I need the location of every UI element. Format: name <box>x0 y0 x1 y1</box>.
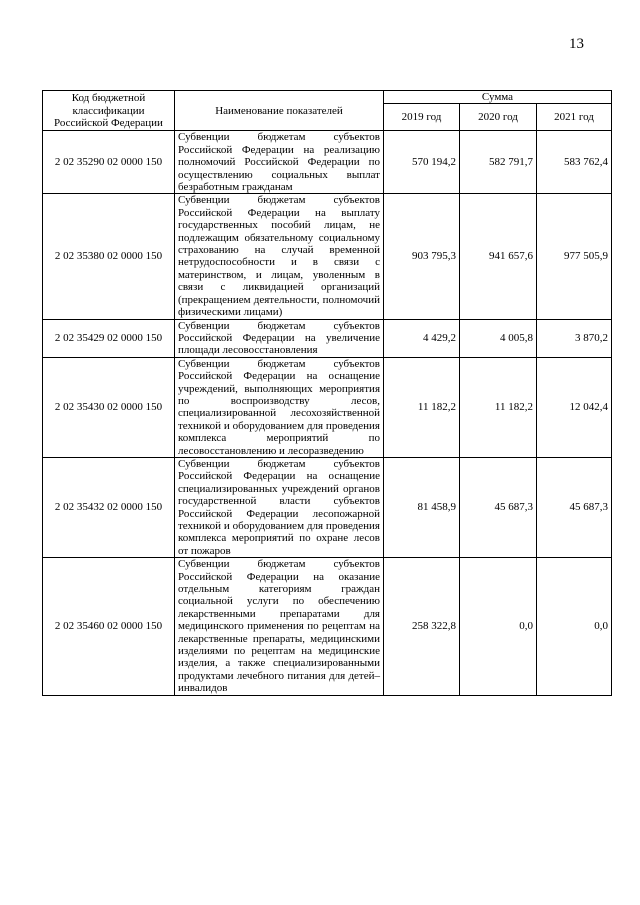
row-value-2021: 12 042,4 <box>537 357 612 457</box>
row-code: 2 02 35429 02 0000 150 <box>43 319 175 357</box>
row-code: 2 02 35432 02 0000 150 <box>43 457 175 557</box>
row-code: 2 02 35460 02 0000 150 <box>43 558 175 695</box>
row-value-2021: 45 687,3 <box>537 457 612 557</box>
row-value-2021: 3 870,2 <box>537 319 612 357</box>
row-name: Субвенции бюджетам субъектов Российской Федерации на оснащение учреждений, выполняющих мероприятия по воспроизводству лесов, специализированной лесохозяйственной техникой и оборудованием для проведения комплекса мероприятий по лесовосстановлению и лесоразведению <box>175 357 384 457</box>
row-code: 2 02 35430 02 0000 150 <box>43 357 175 457</box>
row-value-2019: 258 322,8 <box>384 558 460 695</box>
row-value-2021: 0,0 <box>537 558 612 695</box>
table-row <box>43 194 612 319</box>
row-value-2021: 977 505,9 <box>537 194 612 319</box>
table-row <box>43 131 612 194</box>
row-value-2020: 4 005,8 <box>460 319 537 357</box>
row-value-2019: 4 429,2 <box>384 319 460 357</box>
row-code: 2 02 35380 02 0000 150 <box>43 194 175 319</box>
header-year-2021: 2021 год <box>537 104 612 131</box>
row-value-2020: 582 791,7 <box>460 131 537 194</box>
row-value-2020: 11 182,2 <box>460 357 537 457</box>
row-name: Субвенции бюджетам субъектов Российской Федерации на оказание отдельным категориям граждан социальной услуги по обеспечению лекарственными препаратами для медицинского применения по рецептам на лекарственные препараты, медицинскими изделиями по рецептам на медицинские изделия, а также специализированными продуктами лечебного питания для детей–инвалидов <box>175 558 384 695</box>
table-row <box>43 319 612 357</box>
row-value-2020: 941 657,6 <box>460 194 537 319</box>
row-value-2020: 0,0 <box>460 558 537 695</box>
table-row <box>43 357 612 457</box>
row-name: Субвенции бюджетам субъектов Российской Федерации на увеличение площади лесовосстановления <box>175 319 384 357</box>
header-name: Наименование показателей <box>175 91 384 131</box>
row-value-2019: 903 795,3 <box>384 194 460 319</box>
header-year-2020: 2020 год <box>460 104 537 131</box>
header-code: Код бюджетной классификации Российской Федерации <box>43 91 175 131</box>
row-name: Субвенции бюджетам субъектов Российской Федерации на реализацию полномочий Российской Федерации по осуществлению социальных выплат безработным гражданам <box>175 131 384 194</box>
page-number: 13 <box>569 36 584 52</box>
row-value-2019: 11 182,2 <box>384 357 460 457</box>
budget-table <box>42 90 612 696</box>
header-year-2019: 2019 год <box>384 104 460 131</box>
row-value-2020: 45 687,3 <box>460 457 537 557</box>
row-value-2019: 81 458,9 <box>384 457 460 557</box>
row-name: Субвенции бюджетам субъектов Российской Федерации на оснащение специализированных учреждений органов государственной власти субъектов Российской Федерации лесопожарной техникой и оборудованием для проведения комплекса мероприятий по охране лесов от пожаров <box>175 457 384 557</box>
header-sum: Сумма <box>384 91 612 104</box>
row-name: Субвенции бюджетам субъектов Российской Федерации на выплату государственных пособий лицам, не подлежащим обязательному социальному страхованию на случай временной нетрудоспособности и в связи с материнством, и лицам, уволенным в связи с ликвидацией организаций (прекращением деятельности, полномочий физическими лицами) <box>175 194 384 319</box>
row-value-2021: 583 762,4 <box>537 131 612 194</box>
table-row <box>43 457 612 557</box>
table-row <box>43 558 612 695</box>
row-code: 2 02 35290 02 0000 150 <box>43 131 175 194</box>
row-value-2019: 570 194,2 <box>384 131 460 194</box>
